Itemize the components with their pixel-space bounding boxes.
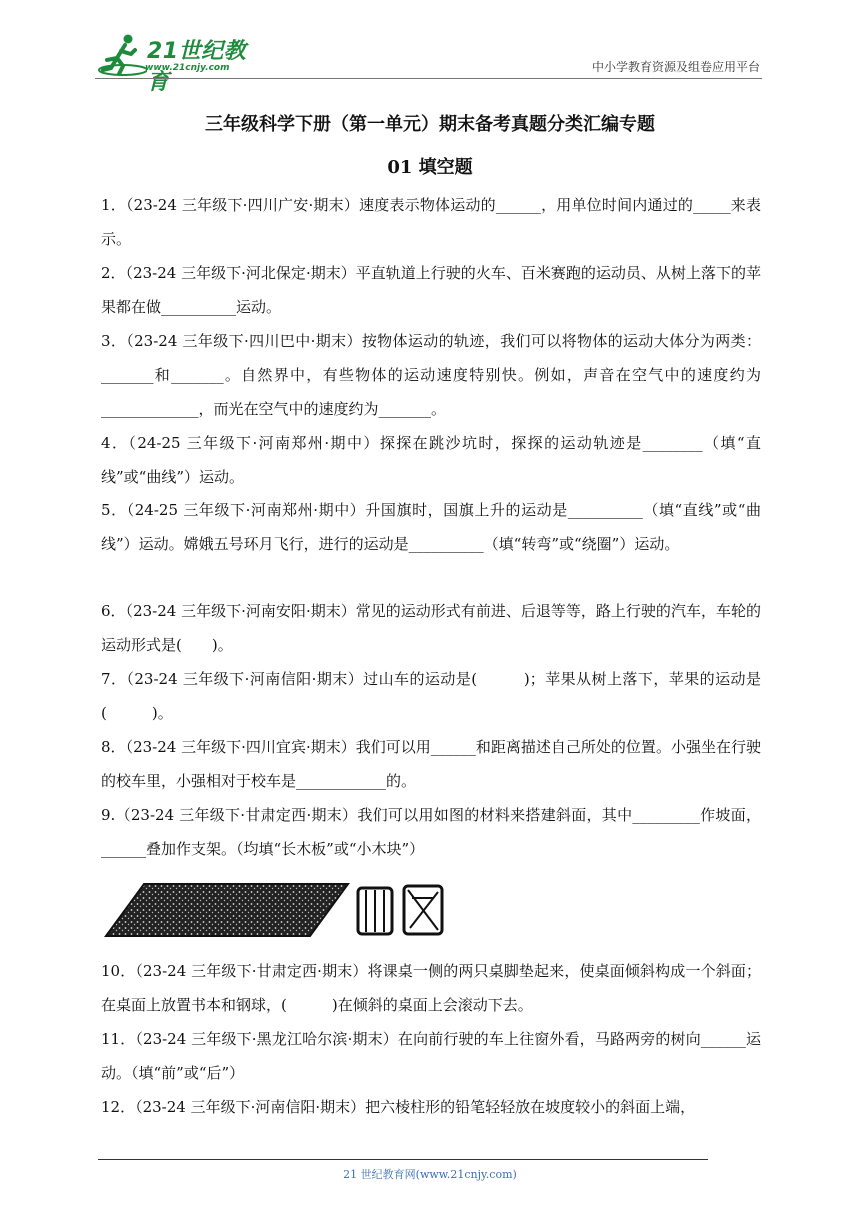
- question-text: 9.（23-24 三年级下·甘肃定西·期末）我们可以用如图的材料来搭建斜面，其中_________作坡面，______叠加作支架。（均填“长木板”或“小木块”）: [101, 806, 761, 858]
- question-text: 1．（23-24 三年级下·四川广安·期末）速度表示物体运动的______，用单位时间内通过的_____来表示。: [101, 196, 761, 248]
- question-9: [101, 798, 761, 866]
- header-divider: [95, 78, 762, 79]
- question-text: 11．（23-24 三年级下·黑龙江哈尔滨·期末）在向前行驶的车上往窗外看，马路两旁的树向______运动。（填“前”或“后”）: [101, 1030, 761, 1082]
- question-5: [101, 493, 761, 561]
- question-7: [101, 662, 761, 730]
- long-board-and-blocks-image: [100, 878, 450, 942]
- logo-url: www.21cnjy.com: [145, 63, 230, 73]
- question-text: 7．（23-24 三年级下·河南信阳·期末）过山车的运动是( )；苹果从树上落下，苹果的运动是( )。: [101, 670, 761, 722]
- long-board-shape: [106, 884, 348, 936]
- question-2: [101, 256, 761, 324]
- logo-text: 21世纪教育: [147, 39, 247, 95]
- runner-logo-icon: [95, 30, 147, 80]
- site-logo: [95, 30, 265, 95]
- question-1: [101, 188, 761, 256]
- question-10: [101, 954, 761, 1022]
- footer-divider: [98, 1159, 708, 1160]
- page-header: [95, 30, 762, 95]
- question-12: [101, 1090, 761, 1124]
- slope-materials-figure: [100, 878, 450, 942]
- page-footer: 21 世纪教育网(www.21cnjy.com): [343, 1168, 517, 1181]
- question-text: 8．（23-24 三年级下·四川宜宾·期末）我们可以用______和距离描述自己所处的位置。小强坐在行驶的校车里，小强相对于校车是____________的。: [101, 738, 762, 790]
- header-tagline: 中小学教育资源及组卷应用平台: [591, 60, 760, 74]
- question-text: 10．（23-24 三年级下·甘肃定西·期末）将课桌一侧的两只桌脚垫起来，使桌面倾斜构成一个斜面；在桌面上放置书本和钢球，( )在倾斜的桌面上会滚动下去。: [101, 962, 761, 1014]
- page-title: 三年级科学下册（第一单元）期末备考真题分类汇编专题: [205, 114, 655, 135]
- question-6: [101, 594, 761, 662]
- question-text: 2．（23-24 三年级下·河北保定·期末）平直轨道上行驶的火车、百米赛跑的运动员、从树上落下的苹果都在做__________运动。: [101, 264, 761, 316]
- question-text: 6．（23-24 三年级下·河南安阳·期末）常见的运动形式有前进、后退等等，路上行驶的汽车，车轮的运动形式是( )。: [101, 602, 761, 654]
- question-8: [101, 730, 761, 798]
- question-text: 4．（24-25 三年级下·河南郑州·期中）探探在跳沙坑时，探探的运动轨迹是________（填“直线”或“曲线”）运动。: [101, 434, 761, 486]
- question-4: [101, 426, 761, 494]
- question-11: [101, 1022, 761, 1090]
- section-subtitle: 01 填空题: [387, 157, 473, 178]
- question-text: 3．（23-24 三年级下·四川巴中·期末）按物体运动的轨迹，我们可以将物体的运动大体分为两类：_______和_______。自然界中，有些物体的运动速度特别快。例如，声音在空气中的速度约为_____________，而光在空气中的速度约为_______。: [101, 332, 761, 418]
- question-3: [101, 324, 761, 426]
- question-text: 12．（23-24 三年级下·河南信阳·期末）把六棱柱形的铅笔轻轻放在坡度较小的斜面上端，: [101, 1098, 696, 1116]
- question-text: 5．（24-25 三年级下·河南郑州·期中）升国旗时，国旗上升的运动是__________（填“直线”或“曲线”）运动。嫦娥五号环月飞行，进行的运动是__________（填“转弯”或“绕圈”）运动。: [101, 501, 761, 553]
